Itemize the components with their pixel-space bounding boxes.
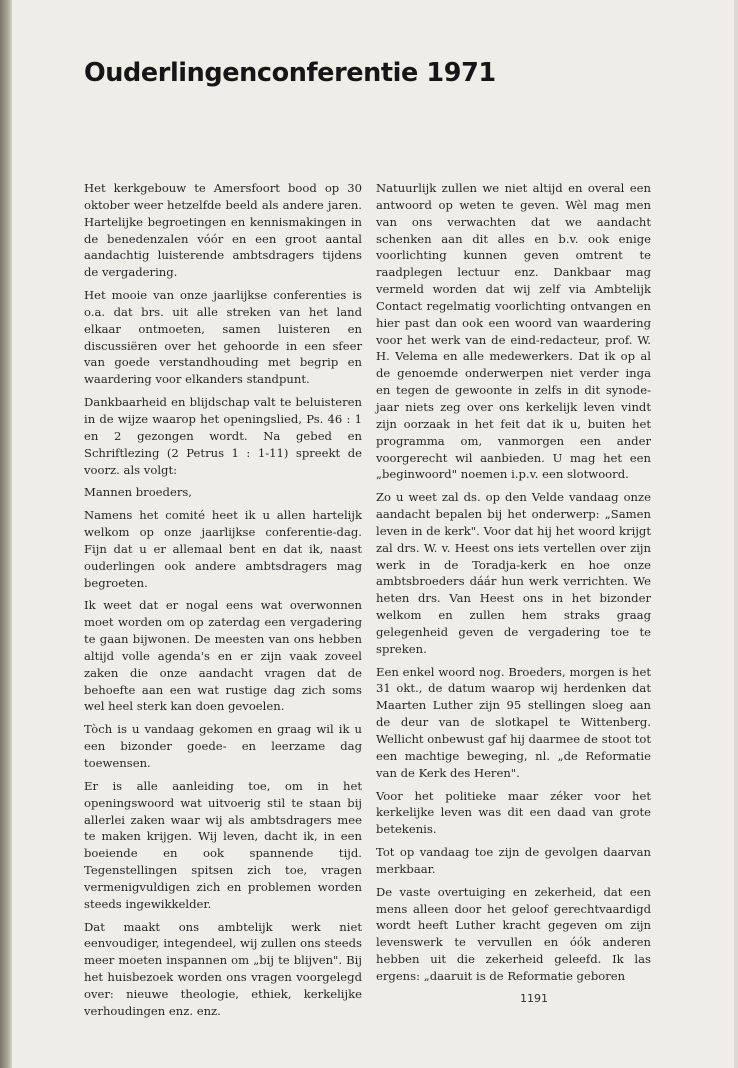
- page: [12, 0, 734, 1068]
- paragraph: Ik weet dat er nogal eens wat overwonnen moet worden om op zaterdag een vergadering te gaan bijwonen. De meesten van ons hebben altijd volle agenda's en er zijn vaak zoveel zaken die onze aandacht vragen dat de behoefte aan een wat rustige dag zich soms wel heel sterk kan doen gevoelen.: [84, 598, 362, 714]
- paragraph: Tòch is u vandaag gekomen en graag wil ik u een bizonder goede- en leerzame dag toewensen.: [84, 722, 362, 770]
- book-spine: [0, 0, 12, 1068]
- page-number: 1191: [520, 992, 548, 1005]
- paragraph: Het kerkgebouw te Amersfoort bood op 30 oktober weer hetzelfde beeld als andere jaren. Hartelijke begroetingen en kennismakingen in de benedenzalen vóór en een groot aantal aandachtig luisterende ambtsdragers tijdens de vergadering.: [84, 181, 362, 280]
- paragraph: Dat maakt ons ambtelijk werk niet eenvoudiger, integendeel, wij zullen ons steeds meer moeten inspannen om „bij te blijven". Bij het huisbezoek worden ons vragen voorgelegd over: nieuwe theologie, ethiek, kerkelijke verhoudingen enz. enz.: [84, 919, 362, 1018]
- paragraph: Mannen broeders,: [84, 485, 192, 500]
- paragraph: Dankbaarheid en blijdschap valt te beluisteren in de wijze waarop het openingslied, Ps. 46 : 1 en 2 gezongen wordt. Na gebed en Schriftlezing (2 Petrus 1 : 1-11) spreekt de voorz. als volgt:: [84, 395, 362, 477]
- paragraph: Natuurlijk zullen we niet altijd en overal een antwoord op weten te geven. Wèl mag men van ons verwachten dat we aandacht schenken aan dit alles en b.v. ook enige voorlichting kunnen geven omtrent te raadplegen lectuur enz. Dankbaar mag vermeld worden dat wij zelf via Ambtelijk Contact regelmatig voorlichting ontvangen en hier past dan ook een woord van waardering voor het werk van de eind-redacteur, prof. W. H. Velema en alle medewerkers. Dat ik op al de genoemde onderwerpen niet verder inga en tegen de gewoonte in zelfs in dit synode-jaar niets zeg over ons kerkelijk leven vindt zijn oorzaak in het feit dat ik u, buiten het programma om, vanmorgen een ander voorgerecht wil aanbieden. U mag het een „beginwoord" noemen i.p.v. een slotwoord.: [376, 181, 651, 482]
- paragraph: Tot op vandaag toe zijn de gevolgen daarvan merkbaar.: [376, 845, 651, 876]
- right-column: [376, 180, 651, 991]
- paragraph: Het mooie van onze jaarlijkse conferenties is o.a. dat brs. uit alle streken van het land elkaar ontmoeten, samen luisteren en discussiëren over het gehoorde in een sfeer van goede verstandhouding met begrip en waardering voor elkanders standpunt.: [84, 288, 362, 387]
- paragraph: Namens het comité heet ik u allen hartelijk welkom op onze jaarlijkse conferentie-dag. Fijn dat u er allemaal bent en dat ik, naast ouderlingen ook andere ambtsdragers mag begroeten.: [84, 508, 362, 590]
- paragraph: Voor het politieke maar zéker voor het kerkelijke leven was dit een daad van grote betekenis.: [376, 788, 651, 837]
- paragraph: Zo u weet zal ds. op den Velde vandaag onze aandacht bepalen bij het onderwerp: „Samen leven in de kerk". Voor dat hij het woord krijgt zal drs. W. v. Heest ons iets vertellen over zijn werk in de Toradja-kerk en hoe onze ambtsbroeders dáár hun werk verrichten. We heten drs. Van Heest ons in het bizonder welkom en zullen hem straks graag gelegenheid geven de vergadering toe te spreken.: [376, 490, 651, 656]
- left-column: [84, 180, 362, 1026]
- paragraph: Een enkel woord nog. Broeders, morgen is het 31 okt., de datum waarop wij herdenken dat Maarten Luther zijn 95 stellingen sloeg aan de deur van de slotkapel te Wittenberg. Wellicht onbewust gaf hij daarmee de stoot tot een machtige beweging, nl. „de Reformatie van de Kerk des Heren".: [376, 664, 651, 780]
- paragraph: Er is alle aanleiding toe, om in het openingswoord wat uitvoerig stil te staan bij allerlei zaken waar wij als ambtsdragers mee te maken krijgen. Wij leven, dacht ik, in een boeiende en ook spannende tijd. Tegenstellingen spitsen zich toe, vragen vermenigvuldigen zich en problemen worden steeds ingewikkelder.: [84, 778, 362, 911]
- paragraph: De vaste overtuiging en zekerheid, dat een mens alleen door het geloof gerechtvaardigd wordt heeft Luther kracht gegeven om zijn levenswerk te vervullen en óók anderen hebben uit die zekerheid geleefd. Ik las ergens: „daaruit is de Reformatie geboren: [376, 884, 651, 983]
- page-title: Ouderlingenconferentie 1971: [84, 58, 496, 88]
